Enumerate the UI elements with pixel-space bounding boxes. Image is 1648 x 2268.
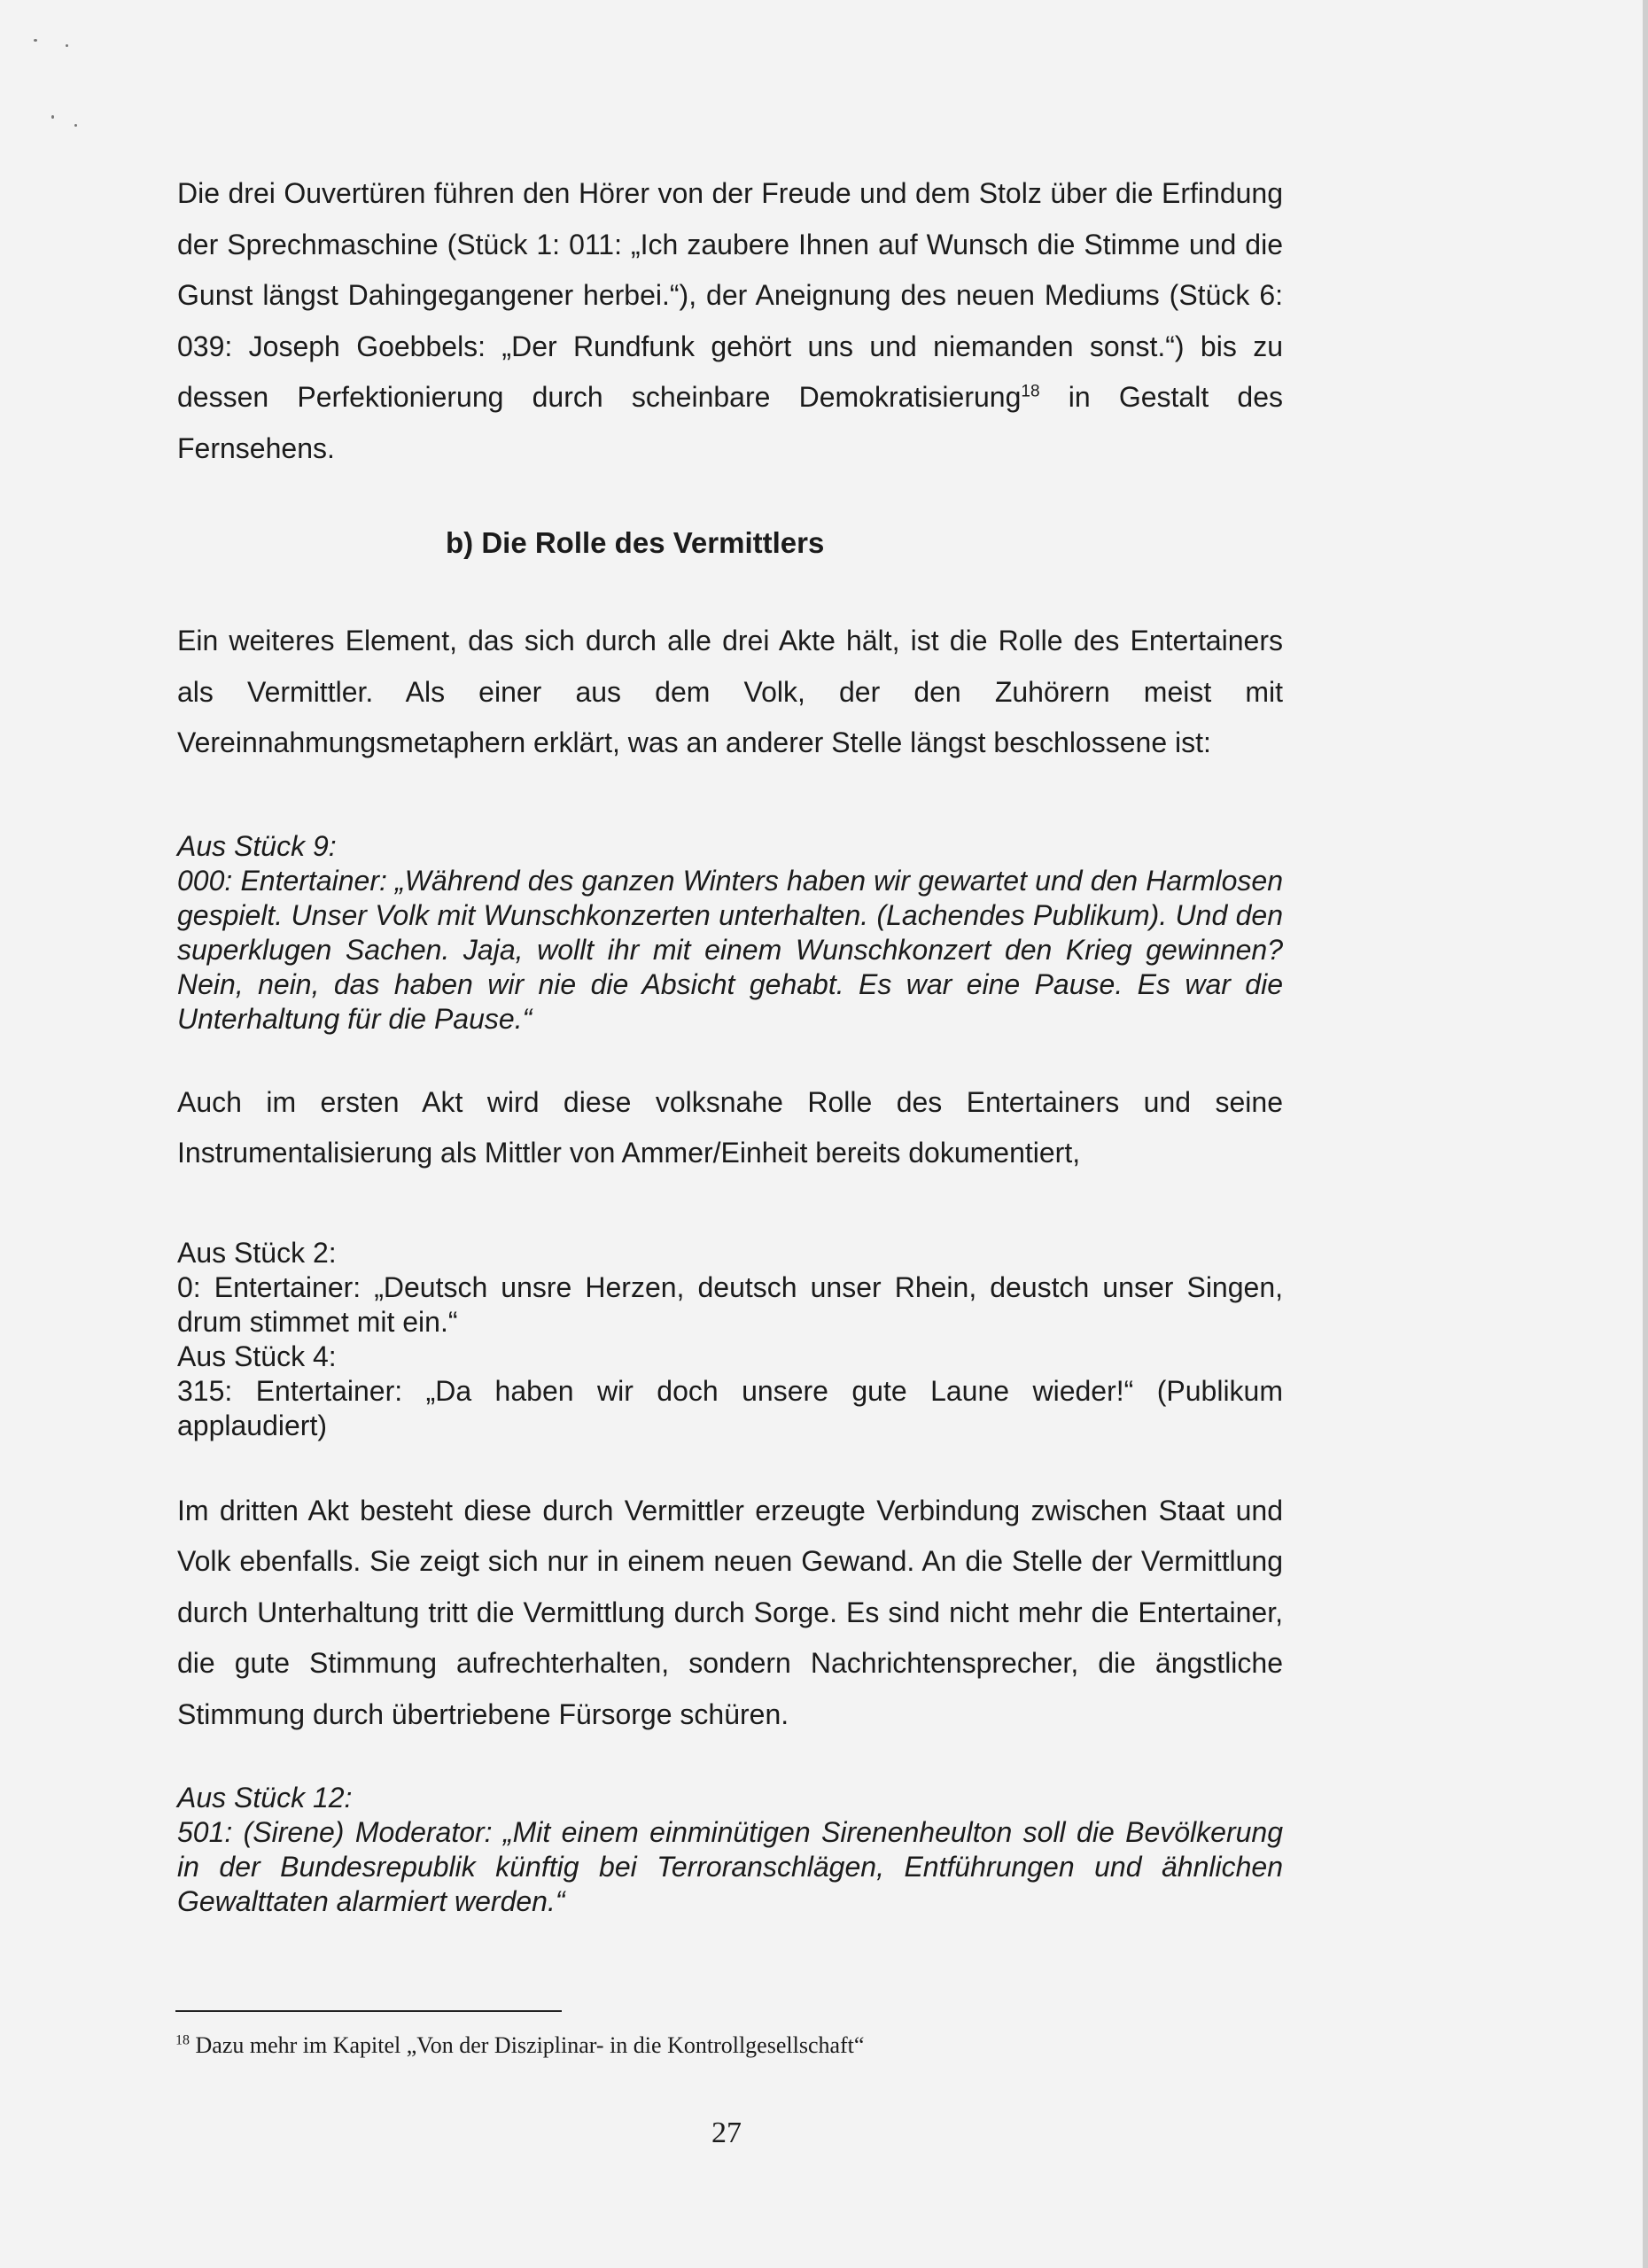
page-content [177,168,1283,1919]
footnote [175,2031,1239,2061]
quote-text: 000: Entertainer: „Während des ganzen Winters haben wir gewartet und den Harmlosen gespielt. Unser Volk mit Wunschkonzerten unterhalten. (Lachendes Publikum). Und den superklugen Sachen. Jaja, wollt ihr mit einem Wunschkonzert den Krieg gewinnen? Nein, nein, das haben wir nie die Absicht gehabt. Es war eine Pause. Es war die Unterhaltung für die Pause.“ [177,864,1283,1035]
footnote-reference: 18 [1021,382,1040,401]
page-number: 27 [711,2117,742,2149]
scan-speck [74,124,77,127]
quote-source: Aus Stück 2: [177,1236,337,1269]
scan-speck [66,44,68,47]
footnote-text: Dazu mehr im Kapitel „Von der Disziplinar- in die Kontrollgesellschaft“ [190,2032,865,2058]
scan-speck [34,39,37,42]
section-heading: b) Die Rolle des Vermittlers [446,526,825,559]
quote-block-stueck-2-4 [177,1236,1283,1443]
quote-text: 315: Entertainer: „Da haben wir doch unsere gute Laune wieder!“ (Publikum applaudiert) [177,1374,1283,1441]
footnote-separator [175,2010,562,2012]
paragraph-third-act: Im dritten Akt besteht diese durch Vermittler erzeugte Verbindung zwischen Staat und Volk ebenfalls. Sie zeigt sich nur in einem neuen Gewand. An die Stelle der Vermittlung durch Unterhaltung tritt die Vermittlung durch Sorge. Es sind nicht mehr die Entertainer, die gute Stimmung aufrechterhalten, sondern Nachrichtensprecher, die ängstliche Stimmung durch übertriebene Fürsorge schüren. [177,1494,1283,1730]
quote-text: 0: Entertainer: „Deutsch unsre Herzen, deutsch unser Rhein, deustch unser Singen, drum stimmet mit ein.“ [177,1270,1283,1338]
quote-text: 501: (Sirene) Moderator: „Mit einem einminütigen Sirenenheulton soll die Bevölkerung in der Bundesrepublik künftig bei Terroranschlägen, Entführungen und ähnlichen Gewalttaten alarmiert werden.“ [177,1816,1283,1917]
quote-block-stueck-12 [177,1781,1283,1919]
quote-source: Aus Stück 12: [177,1782,353,1814]
paragraph-mediator: Ein weiteres Element, das sich durch alle drei Akte hält, ist die Rolle des Entertainers als Vermittler. Als einer aus dem Volk, der den Zuhörern meist mit Vereinnahmungsmetaphern erklärt, was an anderer Stelle längst beschlossene ist: [177,625,1283,758]
paragraph-first-act: Auch im ersten Akt wird diese volksnahe Rolle des Entertainers und seine Instrumentalisierung als Mittler von Ammer/Einheit bereits dokumentiert, [177,1085,1283,1169]
paragraph-intro: Die drei Ouvertüren führen den Hörer von der Freude und dem Stolz über die Erfindung der Sprechmaschine (Stück 1: 011: „Ich zaubere Ihnen auf Wunsch die Stimme und die Gunst längst Dahingegangener herbei.“), der Aneignung des neuen Mediums (Stück 6: 039: Joseph Goebbels: „Der Rundfunk gehört uns und niemanden sonst.“) bis zu dessen Perfektionierung durch scheinbare Demokratisierung$^{18}$ in Gestalt des Fernsehens. [177,177,1284,464]
quote-source: Aus Stück 9: [177,829,337,862]
quote-source: Aus Stück 4: [177,1340,337,1372]
page-edge-shadow [1643,0,1648,2268]
scan-speck [51,115,54,119]
quote-block-stueck-9 [177,829,1283,1037]
footnote-number: 18 [175,2032,190,2048]
